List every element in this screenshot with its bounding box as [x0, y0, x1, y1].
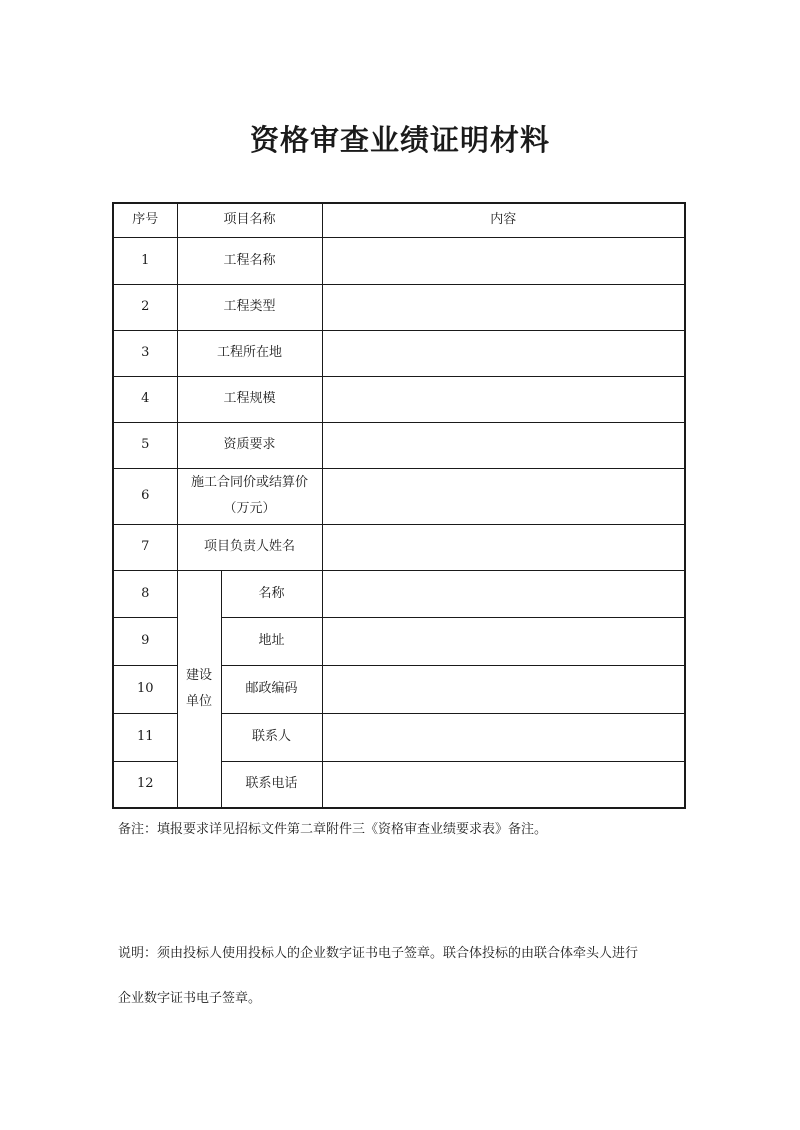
table-row [113, 376, 685, 422]
table-note: 备注：填报要求详见招标文件第二章附件三《资格审查业绩要求表》备注。 [118, 822, 548, 837]
row-item: 地址 [221, 617, 322, 665]
row-no: 6 [113, 468, 177, 524]
row-content-cell[interactable] [322, 422, 685, 468]
table-header-row [113, 203, 685, 237]
row-content-cell[interactable] [322, 524, 685, 570]
group-label-line2: 单位 [185, 693, 212, 709]
table-row [113, 422, 685, 468]
row-no: 12 [113, 761, 177, 808]
row-item-line2: （万元） [223, 501, 276, 516]
table-row [113, 284, 685, 330]
row-no: 9 [113, 617, 177, 665]
row-item: 工程规模 [177, 376, 322, 422]
row-item-line1: 施工合同价或结算价 [191, 475, 309, 490]
row-content-cell[interactable] [322, 617, 685, 665]
row-content-cell[interactable] [322, 468, 685, 524]
row-content-cell[interactable] [322, 237, 685, 284]
header-content: 内容 [322, 203, 685, 237]
row-item: 工程名称 [177, 237, 322, 284]
row-item: 联系电话 [221, 761, 322, 808]
table-row [113, 330, 685, 376]
table-row [113, 468, 685, 524]
row-item: 联系人 [221, 713, 322, 761]
page-title: 资格审查业绩证明材料 [249, 123, 550, 157]
row-no: 8 [113, 570, 177, 617]
row-no: 11 [113, 713, 177, 761]
qualification-table [112, 202, 686, 809]
row-item: 名称 [221, 570, 322, 617]
row-item: 工程类型 [177, 284, 322, 330]
row-item [177, 468, 322, 524]
row-item: 邮政编码 [221, 665, 322, 713]
row-no: 7 [113, 524, 177, 570]
header-item: 项目名称 [177, 203, 322, 237]
row-content-cell[interactable] [322, 665, 685, 713]
row-item: 工程所在地 [177, 330, 322, 376]
header-no: 序号 [113, 203, 177, 237]
explanation-line-2: 企业数字证书电子签章。 [118, 991, 262, 1006]
row-content-cell[interactable] [322, 284, 685, 330]
row-content-cell[interactable] [322, 376, 685, 422]
row-no: 1 [113, 237, 177, 284]
row-content-cell[interactable] [322, 713, 685, 761]
row-content-cell[interactable] [322, 330, 685, 376]
explanation-line-1: 说明：须由投标人使用投标人的企业数字证书电子签章。联合体投标的由联合体牵头人进行 [118, 946, 639, 961]
row-item: 资质要求 [177, 422, 322, 468]
row-no: 10 [113, 665, 177, 713]
table-row [113, 237, 685, 284]
row-item: 项目负责人姓名 [177, 524, 322, 570]
row-content-cell[interactable] [322, 761, 685, 808]
table-row [113, 570, 685, 617]
row-no: 3 [113, 330, 177, 376]
row-content-cell[interactable] [322, 570, 685, 617]
table-row [113, 524, 685, 570]
row-no: 4 [113, 376, 177, 422]
row-no: 2 [113, 284, 177, 330]
group-label-line1: 建设 [185, 667, 212, 683]
row-no: 5 [113, 422, 177, 468]
group-label-cell [177, 570, 221, 808]
